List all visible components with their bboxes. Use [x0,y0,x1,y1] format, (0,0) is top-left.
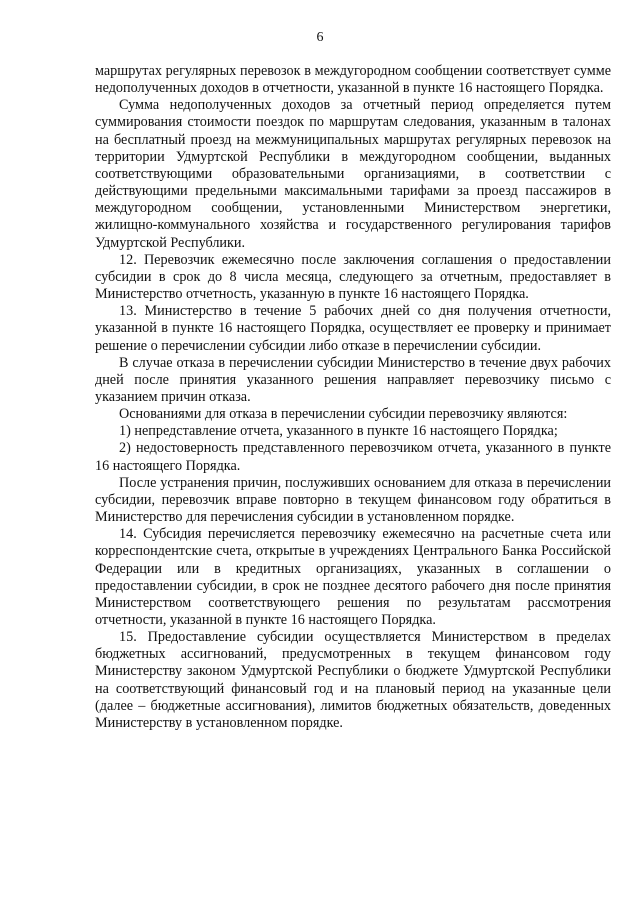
paragraph-ground-1: 1) непредставление отчета, указанного в пункте 16 настоящего Порядка; [119,423,558,440]
paragraph-continuation: маршрутах регулярных перевозок в междугородном сообщении соответствует сумме недополученных доходов в отчетности, указанной в пункте 16 настоящего Порядка. [95,63,611,97]
document-body [95,63,611,732]
paragraph-refusal-notice: В случае отказа в перечислении субсидии Министерство в течение двух рабочих дней после принятия указанного решения направляет перевозчику письмо с указанием причин отказа. [95,354,611,405]
paragraph-sum-calculation: Сумма недополученных доходов за отчетный период определяется путем суммирования стоимости поездок по маршрутам следования, указанным в талонах на бесплатный проезд на межмуниципальных маршрутах регулярных перевозок на территории Удмуртской Республики в междугородном сообщении, выданных соответствующими образовательными организациями, в соответствии с действующими предельными максимальными тарифами за проезд пассажиров в междугородном сообщении, установленными Министерством энергетики, жилищно-коммунального хозяйства и государственного регулирования тарифов Удмуртской Республики. [95,97,611,251]
paragraph-item-14: 14. Субсидия перечисляется перевозчику ежемесячно на расчетные счета или корреспондентские счета, открытые в учреждениях Центрального Банка Российской Федерации или в кредитных организациях, указанных в соглашении о предоставлении субсидии, в срок не позднее десятого рабочего дня после принятия Министерством соответствующего решения по результатам рассмотрения отчетности, указанной в пункте 16 настоящего Порядка. [95,526,611,628]
paragraph-ground-2: 2) недостоверность представленного перевозчиком отчета, указанного в пункте 16 настоящего Порядка. [95,440,611,474]
paragraph-reapply: После устранения причин, послуживших основанием для отказа в перечислении субсидии, перевозчик вправе повторно в текущем финансовом году обратиться в Министерство для перечисления субсидии в установленном порядке. [95,474,611,526]
paragraph-item-15: 15. Предоставление субсидии осуществляется Министерством в пределах бюджетных ассигнований, предусмотренных в текущем финансовом году Министерству законом Удмуртской Республики о бюджете Удмуртской Республики на соответствующий финансовый год и на плановый период на указанные цели (далее – бюджетные ассигнования), лимитов бюджетных обязательств, доведенных Министерству в установленном порядке. [95,629,611,731]
page-number: 6 [316,30,324,45]
paragraph-item-12: 12. Перевозчик ежемесячно после заключения соглашения о предоставлении субсидии в срок до 8 числа месяца, следующего за отчетным, предоставляет в Министерство отчетность, указанную в пункте 16 настоящего Порядка. [95,251,611,303]
paragraph-item-13: 13. Министерство в течение 5 рабочих дней со дня получения отчетности, указанной в пункте 16 настоящего Порядка, осуществляет ее проверку и принимает решение о перечислении субсидии либо отказе в перечислении субсидии. [95,303,611,354]
paragraph-refusal-grounds: Основаниями для отказа в перечислении субсидии перевозчику являются: [119,406,568,423]
